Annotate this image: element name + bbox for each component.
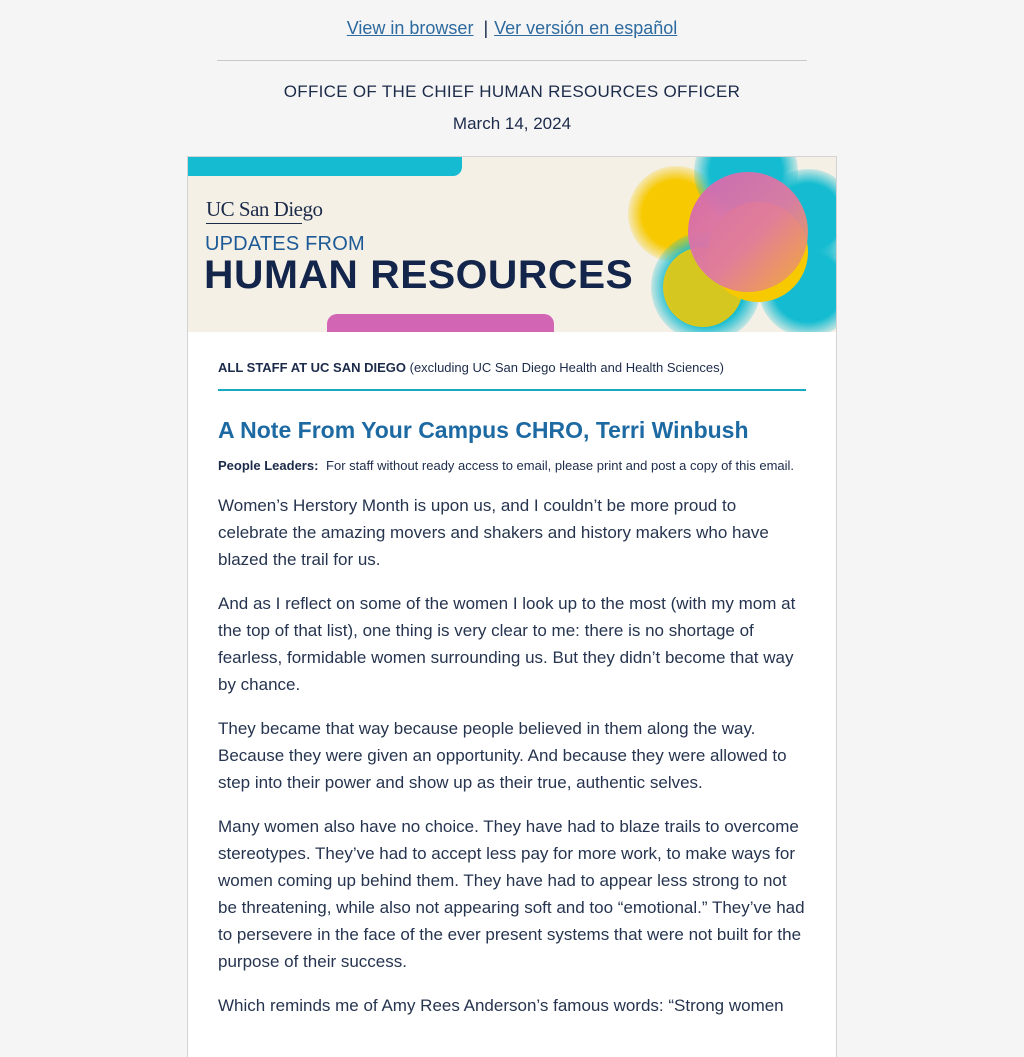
banner-pink-tab: [327, 314, 554, 332]
hr-banner: [188, 157, 836, 332]
people-leaders-label: People Leaders:: [218, 458, 319, 473]
banner-title: HUMAN RESOURCES: [204, 253, 634, 297]
body-paragraph-1: Women’s Herstory Month is upon us, and I couldn’t be more proud to celebrate the amazing movers and shakers and history makers who have blazed the trail for us.: [218, 496, 769, 569]
office-heading: OFFICE OF THE CHIEF HUMAN RESOURCES OFFICER: [283, 82, 741, 101]
body-paragraph-3: They became that way because people believed in them along the way. Because they were given an opportunity. And because they were allowed to step into their power and show up as their true, authentic selves.: [218, 719, 787, 792]
body-paragraph-5: Which reminds me of Amy Rees Anderson’s famous words: “Strong women: [218, 996, 784, 1015]
logo-underline: [206, 223, 302, 224]
spanish-version-link[interactable]: Ver versión en español: [494, 18, 678, 38]
people-leaders-text: For staff without ready access to email, please print and post a copy of this email.: [322, 458, 795, 473]
view-in-browser-link[interactable]: View in browser: [346, 18, 474, 38]
body-paragraph-4: Many women also have no choice. They have had to blaze trails to overcome stereotypes. They’ve had to accept less pay for more work, to make ways for women coming up behind them. They have had to appear less strong to not be threatening, while also not appearing soft and too “emotional.” They’ve had to persevere in the face of the ever present systems that were not built for the purpose of their success.: [218, 817, 805, 971]
audience-bold: ALL STAFF AT UC SAN DIEGO: [218, 360, 407, 375]
email-content: [188, 360, 836, 1019]
ucsd-logo: [206, 197, 323, 224]
body-paragraph-2: And as I reflect on some of the women I look up to the most (with my mom at the top of that list), one thing is very clear to me: there is no shortage of fearless, formidable women surrounding us. But they didn’t become that way by chance.: [218, 594, 796, 694]
email-card: [187, 156, 837, 1057]
header-divider: [217, 60, 807, 61]
top-links: [0, 0, 1024, 44]
link-separator: |: [483, 18, 489, 38]
note-title: A Note From Your Campus CHRO, Terri Winbush: [218, 417, 749, 443]
people-leaders-note: [218, 458, 806, 474]
banner-subtitle: UPDATES FROM: [205, 233, 365, 255]
email-date: March 14, 2024: [452, 114, 572, 133]
banner-teal-tab: [188, 157, 462, 176]
banner-circles-art: [618, 157, 836, 332]
ucsd-logo-text: UC San Diego: [206, 197, 323, 221]
audience-line: [218, 360, 806, 391]
audience-rest: (excluding UC San Diego Health and Health Sciences): [406, 360, 724, 375]
